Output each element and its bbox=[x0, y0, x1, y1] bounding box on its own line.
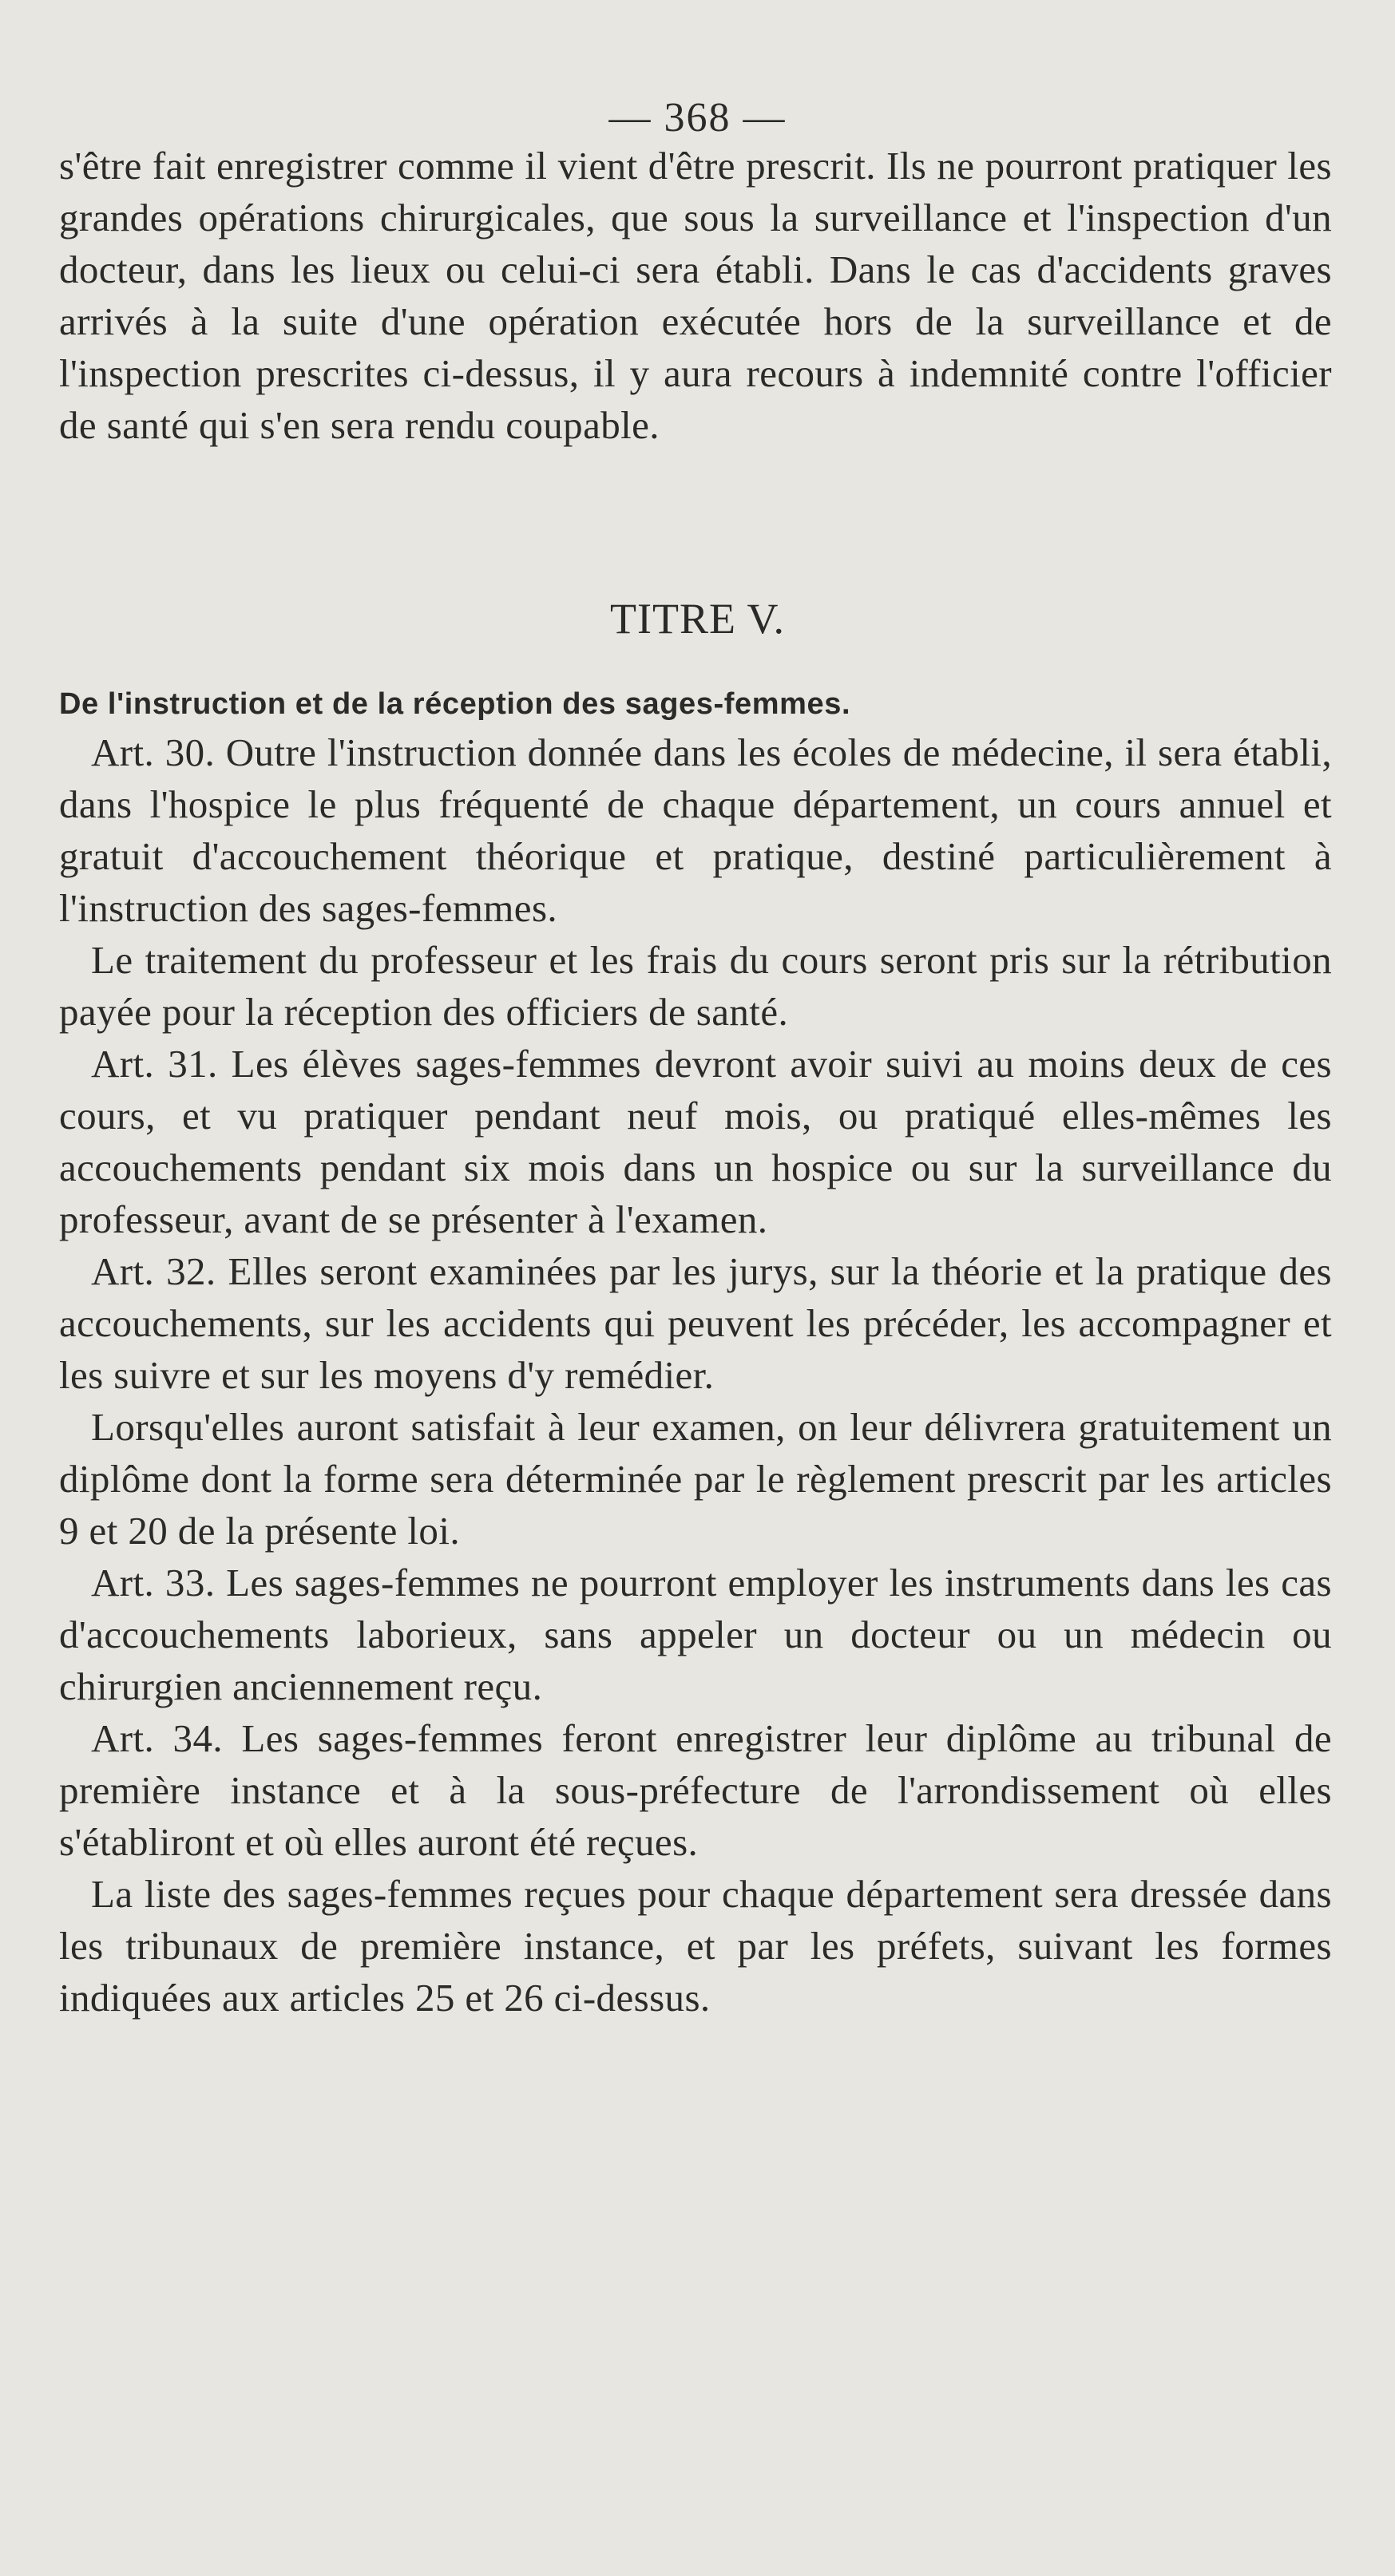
professor-salary-paragraph: Le traitement du professeur et les frais du cours seront pris sur la rétribution payée pour la réception des officiers de santé. bbox=[59, 938, 1332, 1034]
article-30-paragraph: Art. 30. Outre l'instruction donnée dans les écoles de médecine, il sera établi, dans l'hospice le plus fréquenté de chaque département, un cours annuel et gratuit d'accouchement théorique et pratique, destiné particulièrement à l'instruction des sages-femmes. bbox=[59, 730, 1332, 930]
diploma-paragraph: Lorsqu'elles auront satisfait à leur examen, on leur délivrera gratuitement un diplôme dont la forme sera déterminée par le règlement prescrit par les articles 9 et 20 de la présente loi. bbox=[59, 1405, 1332, 1553]
article-33-paragraph: Art. 33. Les sages-femmes ne pourront employer les instruments dans les cas d'accouchements laborieux, sans appeler un docteur ou un médecin ou chirurgien anciennement reçu. bbox=[59, 1561, 1332, 1708]
opening-paragraph: s'être fait enregistrer comme il vient d'être prescrit. Ils ne pourront pratiquer les grandes opérations chirurgicales, que sous la surveillance et l'inspection d'un docteur, dans les lieux ou celui-ci sera établi. Dans le cas d'accidents graves arrivés à la suite d'une opération exécutée hors de la surveillance et de l'inspection prescrites ci-dessus, il y aura recours à indemnité contre l'officier de santé qui s'en sera rendu coupable. bbox=[59, 144, 1332, 447]
article-31-paragraph: Art. 31. Les élèves sages-femmes devront avoir suivi au moins deux de ces cours, et vu pratiquer pendant neuf mois, ou pratiqué elles-mêmes les accouchements pendant six mois dans un hospice ou sur la surveillance du professeur, avant de se présenter à l'examen. bbox=[59, 1042, 1332, 1241]
opening-block bbox=[59, 140, 1332, 451]
article-32-paragraph: Art. 32. Elles seront examinées par les jurys, sur la théorie et la pratique des accouchements, sur les accidents qui peuvent les précéder, les accompagner et les suivre et sur les moyens d'y remédier. bbox=[59, 1249, 1332, 1397]
page-number: — 368 — bbox=[608, 95, 787, 140]
midwives-list-paragraph: La liste des sages-femmes reçues pour chaque département sera dressée dans les tribunaux de première instance, et par les préfets, suivant les formes indiquées aux articles 25 et 26 ci-dessus. bbox=[59, 1872, 1332, 2020]
titre-heading: TITRE V. bbox=[609, 595, 786, 643]
section-heading: De l'instruction et de la réception des sages-femmes. bbox=[59, 687, 851, 721]
article-34-paragraph: Art. 34. Les sages-femmes feront enregistrer leur diplôme au tribunal de première instance et à la sous-préfecture de l'arrondissement où elles s'établiront et où elles auront été reçues. bbox=[59, 1716, 1332, 1864]
articles-block bbox=[59, 726, 1332, 2024]
